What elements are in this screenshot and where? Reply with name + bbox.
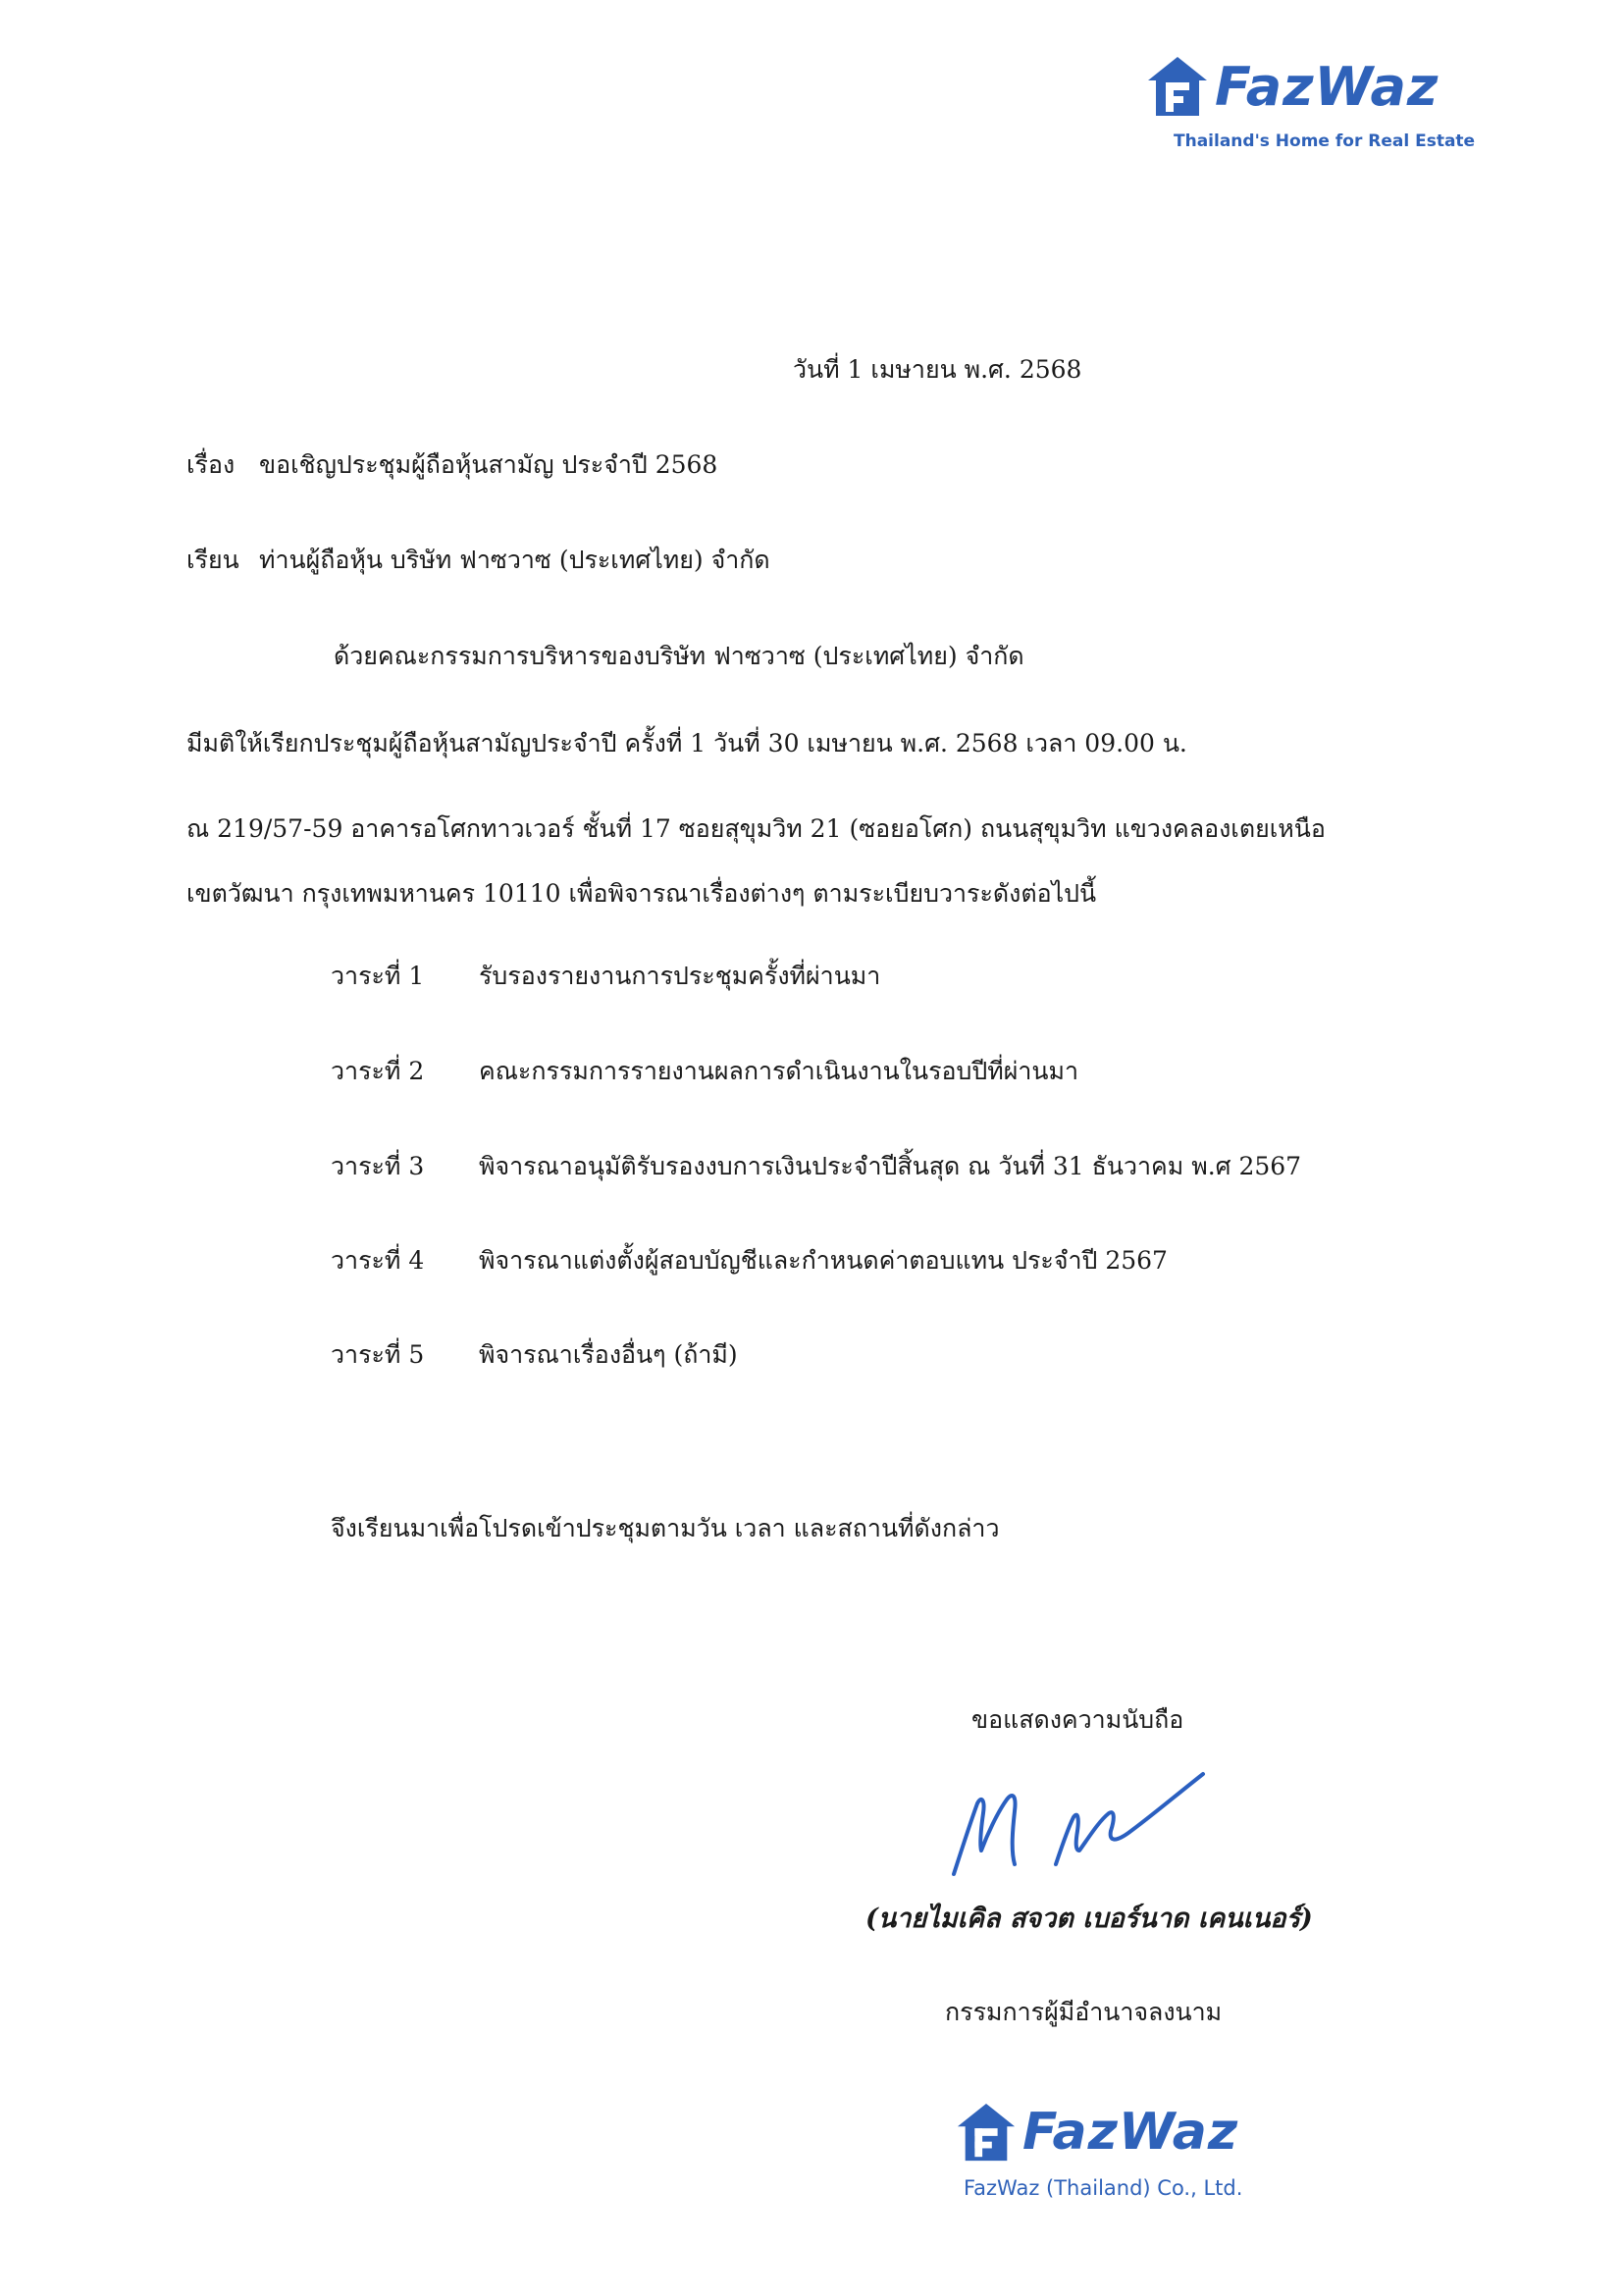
footer-company-name: FazWaz (Thailand) Co., Ltd.: [964, 2176, 1243, 2200]
to-label: เรียน: [186, 546, 239, 574]
letter-date: วันที่ 1 เมษายน พ.ศ. 2568: [793, 355, 1082, 384]
house-logo-icon: [956, 2102, 1017, 2163]
subject-text: ขอเชิญประชุมผู้ถือหุ้นสามัญ ประจำปี 2568: [259, 450, 718, 479]
agenda-number: วาระที่ 4: [331, 1246, 425, 1275]
body-line-2: มีมติให้เรียกประชุมผู้ถือหุ้นสามัญประจำปี ครั้งที่ 1 วันที่ 30 เมษายน พ.ศ. 2568 เวลา 09.00 น.: [186, 729, 1187, 757]
footer-logo-wordmark: FazWaz: [1022, 2103, 1239, 2162]
body-line-4: เขตวัฒนา กรุงเทพมหานคร 10110 เพื่อพิจารณาเรื่องต่างๆ ตามระเบียบวาระดังต่อไปนี้: [186, 879, 1097, 908]
agenda-text: คณะกรรมการรายงานผลการดำเนินงานในรอบปีที่ผ่านมา: [479, 1057, 1079, 1085]
agenda-number: วาระที่ 1: [331, 962, 425, 990]
house-logo-icon: [1146, 55, 1209, 118]
header-logo-wordmark: FazWaz: [1215, 55, 1440, 118]
subject-label: เรื่อง: [186, 450, 236, 479]
footer-logo: [956, 2102, 1238, 2163]
signer-title: กรรมการผู้มีอำนาจลงนาม: [945, 1998, 1223, 2026]
signer-name: (นายไมเคิล สจวต เบอร์นาด เคนเนอร์): [865, 1904, 1313, 1934]
agenda-text: รับรองรายงานการประชุมครั้งที่ผ่านมา: [479, 962, 881, 990]
agenda-number: วาระที่ 2: [331, 1057, 425, 1085]
regards: ขอแสดงความนับถือ: [971, 1705, 1184, 1734]
header-logo: [1146, 55, 1439, 118]
agenda-text: พิจารณาเรื่องอื่นๆ (ถ้ามี): [479, 1340, 738, 1369]
agenda-text: พิจารณาแต่งตั้งผู้สอบบัญชีและกำหนดค่าตอบแทน ประจำปี 2567: [479, 1246, 1168, 1275]
agenda-text: พิจารณาอนุมัติรับรองงบการเงินประจำปีสิ้นสุด ณ วันที่ 31 ธันวาคม พ.ศ 2567: [479, 1152, 1302, 1180]
agenda-number: วาระที่ 3: [331, 1152, 425, 1180]
agenda-number: วาระที่ 5: [331, 1340, 425, 1369]
handwritten-signature: [932, 1756, 1217, 1884]
body-line-1: ด้วยคณะกรรมการบริหารของบริษัท ฟาซวาซ (ประเทศไทย) จำกัด: [334, 642, 1024, 670]
body-line-3: ณ 219/57-59 อาคารอโศกทาวเวอร์ ชั้นที่ 17 ซอยสุขุมวิท 21 (ซอยอโศก) ถนนสุขุมวิท แขวงคลองเตยเหนือ: [186, 814, 1326, 843]
closing-line: จึงเรียนมาเพื่อโปรดเข้าประชุมตามวัน เวลา และสถานที่ดังกล่าว: [331, 1514, 1000, 1542]
header-logo-tagline: Thailand's Home for Real Estate: [1174, 131, 1476, 151]
to-text: ท่านผู้ถือหุ้น บริษัท ฟาซวาซ (ประเทศไทย) จำกัด: [259, 546, 770, 574]
